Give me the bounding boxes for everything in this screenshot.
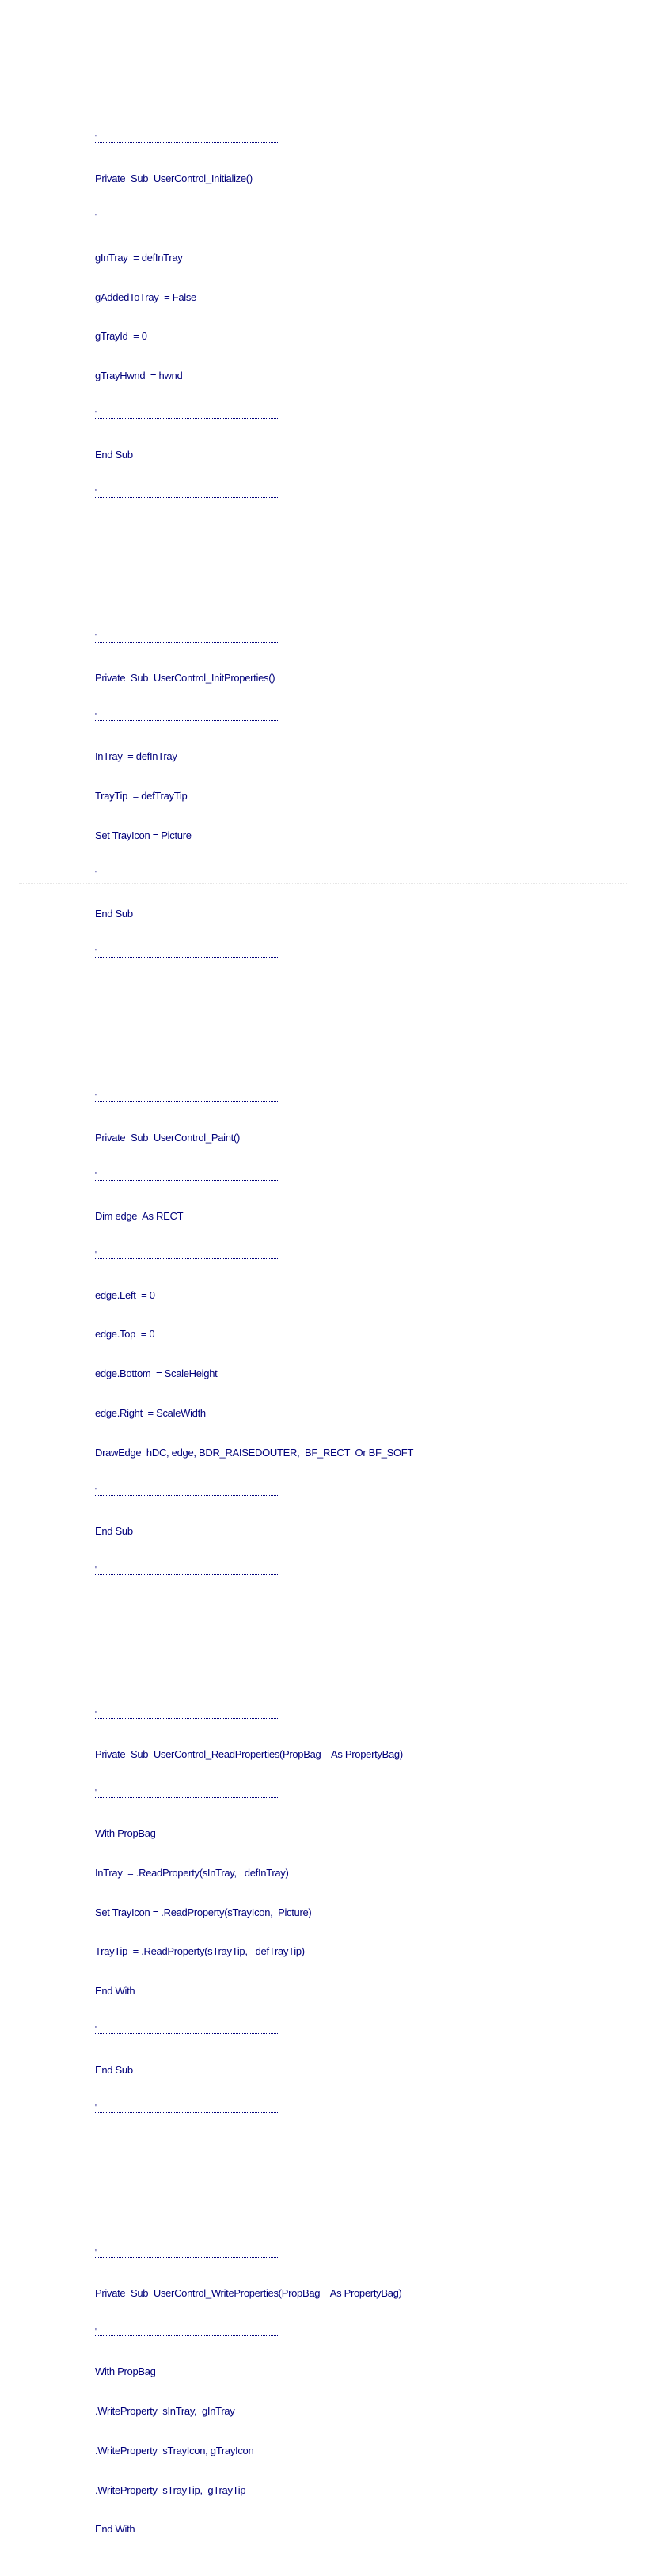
code-line: edge.Bottom = ScaleHeight [95, 1368, 218, 1380]
code-line: .WriteProperty sTrayTip, gTrayTip [95, 2483, 246, 2496]
code-line: Set TrayIcon = Picture [95, 829, 192, 841]
blank-line [95, 1644, 618, 1657]
separator-tick: ' [95, 948, 97, 958]
code-listing [95, 81, 618, 2576]
separator-line [95, 2103, 618, 2116]
code-line: End With [95, 2523, 135, 2536]
separator-tick: ' [95, 869, 97, 878]
separator-tick: ' [95, 632, 97, 642]
separator-tick: ' [95, 711, 97, 721]
sub-header: Private Sub UserControl_WriteProperties(PropBag As PropertyBag) [95, 2286, 402, 2299]
code-line: Set TrayIcon = .ReadProperty(sTrayIcon, Picture) [95, 1906, 312, 1918]
code-line: InTray = .ReadProperty(sInTray, defInTray) [95, 1866, 289, 1879]
page-bottom-rule [19, 883, 627, 884]
separator-line [95, 133, 618, 146]
code-line: TrayTip = .ReadProperty(sTrayTip, defTrayTip) [95, 1945, 305, 1958]
sub-footer: End Sub [95, 2063, 133, 2076]
blank-line [95, 987, 618, 1000]
separator-line [95, 212, 618, 226]
blank-line [95, 2182, 618, 2195]
separator-tick: ' [95, 212, 97, 222]
code-line: edge.Left = 0 [95, 1288, 155, 1301]
separator-line [95, 1486, 618, 1500]
separator-line [95, 632, 618, 646]
separator-line [95, 488, 618, 501]
code-line: With PropBag [95, 2365, 156, 2378]
separator-tick: ' [95, 1709, 97, 1719]
sub-footer: End Sub [95, 448, 133, 461]
separator-line [95, 1565, 618, 1578]
separator-tick: ' [95, 1092, 97, 1102]
sub-footer: End Sub [95, 1525, 133, 1538]
separator-line [95, 409, 618, 423]
separator-tick: ' [95, 1171, 97, 1181]
separator-tick: ' [95, 2327, 97, 2336]
separator-line [95, 1250, 618, 1263]
code-line: DrawEdge hDC, edge, BDR_RAISEDOUTER, BF_RECT Or BF_SOFT [95, 1446, 414, 1459]
code-line: End With [95, 1985, 135, 1997]
code-line: .WriteProperty sInTray, gInTray [95, 2405, 235, 2418]
code-line: TrayTip = defTrayTip [95, 790, 188, 802]
separator-line [95, 947, 618, 961]
separator-line [95, 2248, 618, 2261]
declaration-line: Dim edge As RECT [95, 1210, 184, 1223]
blank-line [95, 567, 618, 580]
separator-line [95, 711, 618, 725]
blank-line [95, 527, 618, 541]
separator-tick: ' [95, 1250, 97, 1259]
separator-line [95, 1170, 618, 1184]
sub-footer: End Sub [95, 908, 133, 920]
code-line: .WriteProperty sTrayIcon, gTrayIcon [95, 2444, 254, 2456]
separator-line [95, 2024, 618, 2038]
separator-line [95, 1092, 618, 1106]
code-line: gTrayId = 0 [95, 330, 147, 343]
sub-header: Private Sub UserControl_ReadProperties(PropBag As PropertyBag) [95, 1748, 403, 1761]
sub-header: Private Sub UserControl_InitProperties() [95, 671, 276, 684]
separator-tick: ' [95, 409, 97, 419]
blank-line [95, 1026, 618, 1040]
sub-header: Private Sub UserControl_Paint() [95, 1131, 241, 1144]
code-line: gTrayHwnd = hwnd [95, 370, 183, 382]
separator-tick: ' [95, 2248, 97, 2257]
separator-tick: ' [95, 488, 97, 498]
separator-tick: ' [95, 1565, 97, 1575]
code-line: edge.Top = 0 [95, 1328, 155, 1341]
separator-line [95, 2327, 618, 2340]
code-line: InTray = defInTray [95, 750, 177, 763]
sub-header: Private Sub UserControl_Initialize() [95, 173, 253, 185]
separator-tick: ' [95, 1789, 97, 1798]
separator-tick: ' [95, 2104, 97, 2113]
separator-line [95, 1788, 618, 1801]
code-line: gAddedToTray = False [95, 290, 196, 303]
separator-tick: ' [95, 1486, 97, 1496]
blank-line [95, 1604, 618, 1618]
separator-tick: ' [95, 134, 97, 143]
separator-line [95, 1709, 618, 1723]
code-line: gInTray = defInTray [95, 251, 183, 264]
code-line: With PropBag [95, 1827, 156, 1839]
separator-tick: ' [95, 2024, 97, 2034]
separator-line [95, 869, 618, 882]
code-line: edge.Right = ScaleWidth [95, 1406, 206, 1419]
blank-line [95, 2142, 618, 2156]
